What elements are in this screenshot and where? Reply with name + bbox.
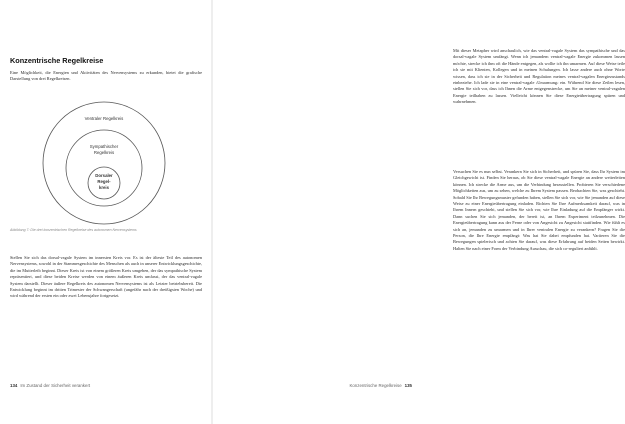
right-paragraph-1: Mit dieser Metapher wird anschaulich, wie das ventral-vagale System das sympathische und das dorsal-vagale System umfängt. Wenn ich jemandem ventral-vagale Energie zukommen lassen möchte, strecke ich ihm oft die Hände entgegen, als wollte ich ihn umarmen. Auf diese Weise teile ich sie mit Klienten, Kollegen und in meinen Schulungen. Ich lasse andere auch ohne Worte wissen, dass ich sie in der Sicherheit und Regulation meines ventral-vagalen Energiezustands einbeziehe. Ich lade sie in eine ventral-vagale ›Umarmung‹ ein. Während Sie diese Zeilen lesen, stellen Sie sich vor, dass ich Ihnen die Arme entgegenstrecke, um Sie an meiner ventral-vagalen Energie teilhaben zu lassen. Vielleicht können Sie diese Energieübertragung spüren und wahrnehmen. — [453, 48, 625, 105]
inner-circle-label-line2: Regel- — [97, 179, 111, 184]
right-page-number: 135 — [404, 383, 412, 388]
intro-paragraph: Eine Möglichkeit, die Energien und Aktivitäten des Nervensystems zu erkunden, bietet die grafische Darstellung von drei Regelkreisen. — [10, 70, 202, 82]
inner-circle-label-line3: kreis — [98, 185, 110, 190]
left-footer — [10, 383, 90, 388]
left-page — [0, 0, 211, 424]
body-paragraph: Stellen Sie sich das dorsal-vagale System im innersten Kreis vor. Es ist der älteste Teil des autonomen Nervensystems, sowohl in der Stammesgeschichte des Menschen als auch in unserer Entwicklungsgeschichte, die im Mutterleib beginnt. Dieser Kreis ist von einem größeren Kreis umgeben, der das sympathische System repräsentiert, und diese beiden Kreise werden von einem äußeren Kreis umfasst, der das ventral-vagale System darstellt. Dieser äußere Regelkreis des autonomen Nervensystems ist als Letzter betriebsbereit. Die Entwicklung beginnt im dritten Trimester der Schwangerschaft (ungefähr nach der dreißigsten Woche) und wird während der ersten ein oder zwei Lebensjahre fortgesetzt. — [10, 255, 202, 299]
middle-circle — [66, 130, 142, 206]
figure-caption: Abbildung 7: Die drei konzentrischen Regelkreise des autonomen Nervensystems — [10, 228, 137, 232]
left-page-number: 134 — [10, 383, 18, 388]
right-page — [213, 0, 625, 424]
left-running-title: Im Zustand der Sicherheit verankert — [20, 383, 91, 388]
right-paragraph-2: Versuchen Sie es nun selbst. Verankern Sie sich in Sicherheit, und spüren Sie, dass Ihr System im Gleichgewicht ist. Finden Sie heraus, ob Sie diese ventral-vagale Energie an andere weiterleiten können. Ich strecke die Arme aus, um die Verbindung herzustellen. Probieren Sie verschiedene Möglichkeiten aus, um zu sehen, welche zu Ihrem System passen. Beobachten Sie, was geschieht. Sobald Sie Ihr Bewegungsmuster gefunden haben, stellen Sie sich vor, wie Sie jemanden auf diese Weise zu einer Energieübertragung einladen. Richten Sie Ihre Aufmerksamkeit darauf, was in Ihrem Innern geschieht, und stellen Sie sich vor, wie Ihre Einladung auf die Empfänger wirkt. Dann suchen Sie sich jemanden, der bereit ist, an Ihrem Experiment teilzunehmen. Die Energieübertragung kann aus der Ferne oder von Angesicht zu Angesicht stattfinden. Wie fühlt es sich an, jemanden zu umarmen und in Ihrer ventralen Energie zu verankern? Fragen Sie die Person, die Ihre Energie empfängt: Was hat Sie dabei empfunden hat. Variieren Sie die Bewegungen spielerisch und achten Sie darauf, was diese Erfahrung auf beiden Seiten bewirkt. Halten Sie nach einer Form der Verbindung Ausschau, die sich co-reguliert anfühlt. — [453, 169, 625, 251]
right-running-title: Konzentrische Regelkreise — [349, 383, 402, 388]
outer-circle-label: Ventraler Regelkreis — [84, 116, 124, 121]
section-heading: Konzentrische Regelkreise — [10, 56, 104, 65]
right-footer — [349, 383, 412, 388]
middle-circle-label-line1: Sympathischer — [89, 144, 119, 149]
concentric-circles-figure — [36, 100, 172, 226]
inner-circle-label-line1: Dorsaler — [95, 173, 113, 178]
middle-circle-label-line2: Regelkreis — [93, 150, 115, 155]
